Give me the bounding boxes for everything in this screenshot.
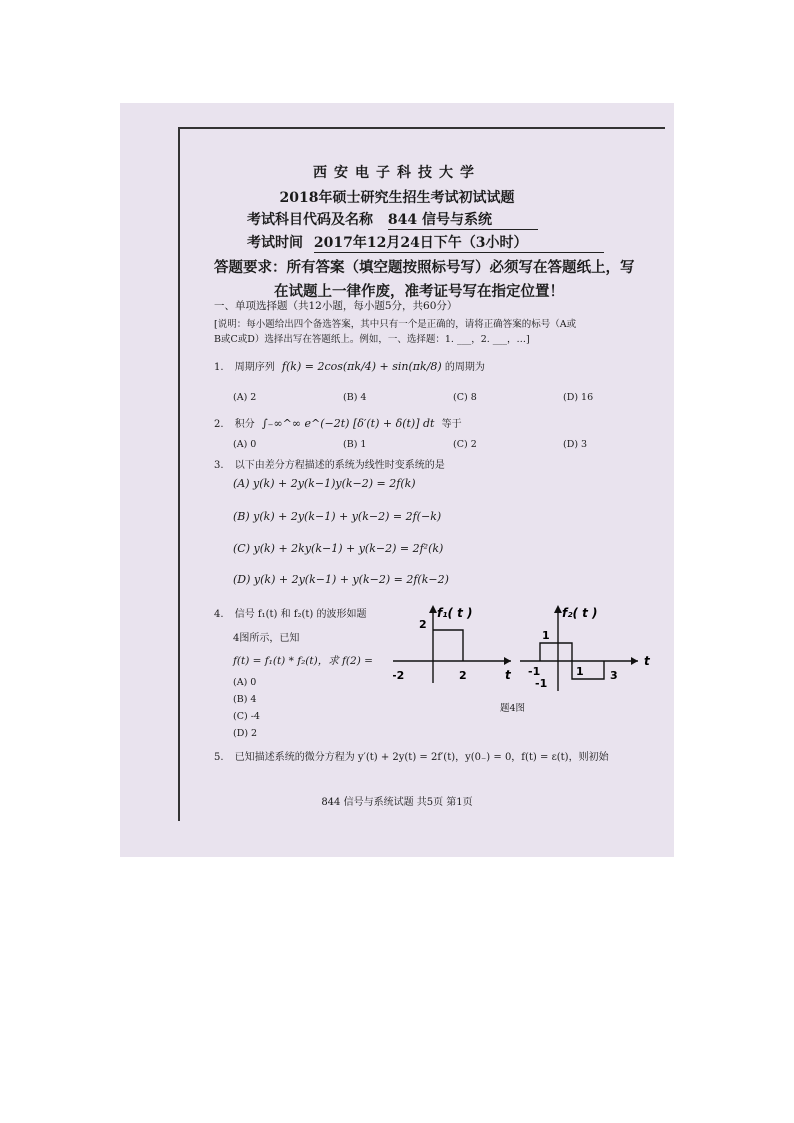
q2-option-d: (D) 3 xyxy=(563,439,588,450)
requirement-line-2: 在试题上一律作废，准考证号写在指定位置！ xyxy=(274,283,564,300)
q1-option-d: (D) 16 xyxy=(563,392,594,403)
page-footer: 844 信号与系统试题 共5页 第1页 xyxy=(321,797,473,808)
subject-line xyxy=(247,209,538,230)
subject-value: 844 信号与系统 xyxy=(388,209,538,230)
q1-option-a: (A) 2 xyxy=(233,392,257,403)
question-stem: 以下由差分方程描述的系统为线性时变系统的是 xyxy=(234,460,445,471)
subject-label: 考试科目代码及名称 xyxy=(247,212,373,228)
q3-option-a: (A) y(k) + 2y(k−1)y(k−2) = 2f(k) xyxy=(233,477,416,490)
section-title: 一、单项选择题（共12小题，每小题5分，共60分） xyxy=(214,300,458,312)
exam-title: 2018年硕士研究生招生考试初试试题 xyxy=(279,190,515,206)
figure-f2 xyxy=(520,603,658,693)
question-formula: ∫₋∞^∞ e^(−2t) [δ′(t) + δ(t)] dt xyxy=(261,417,435,430)
q3-option-c: (C) y(k) + 2ky(k−1) + y(k−2) = 2f²(k) xyxy=(233,542,444,555)
requirement-line-1: 答题要求：所有答案（填空题按照标号写）必须写在答题纸上，写 xyxy=(214,259,635,276)
q2-option-b: (B) 1 xyxy=(343,439,367,450)
question-formula: f(k) = 2cos(πk/4) + sin(πk/8) xyxy=(281,360,442,373)
q2-option-a: (A) 0 xyxy=(233,439,257,450)
question-5 xyxy=(214,748,609,763)
f1-axis-label: t xyxy=(505,668,511,682)
f2-neg-tick: -1 xyxy=(528,665,541,678)
question-number: 1. xyxy=(214,362,224,373)
section-note-2: B或C或D）选择出写在答题纸上。例如，一、选择题：1. ___，2. ___，…] xyxy=(214,334,530,345)
f1-waveform xyxy=(393,603,515,683)
time-label: 考试时间 xyxy=(247,235,303,251)
question-number: 3. xyxy=(214,460,224,471)
f1-amplitude: 2 xyxy=(419,618,427,631)
question-4-stem-2: 4图所示，已知 xyxy=(233,633,300,644)
university-name: 西安电子科技大学 xyxy=(313,165,481,181)
f2-neg-amplitude: -1 xyxy=(535,677,548,690)
question-stem: 信号 f₁(t) 和 f₂(t) 的波形如题 xyxy=(234,609,367,620)
question-3 xyxy=(214,456,445,471)
f1-neg-tick: -2 xyxy=(393,669,405,682)
time-value: 2017年12月24日下午（3小时） xyxy=(314,232,604,253)
question-2 xyxy=(214,415,462,430)
q4-option-b: (B) 4 xyxy=(233,694,257,705)
question-4 xyxy=(214,605,367,620)
section-note-1: [说明：每小题给出四个备选答案，其中只有一个是正确的，请将正确答案的标号（A或 xyxy=(214,319,577,330)
f2-tick-3: 3 xyxy=(610,669,618,682)
question-number: 4. xyxy=(214,609,224,620)
q4-option-a: (A) 0 xyxy=(233,677,257,688)
f2-tick-1: 1 xyxy=(576,665,584,678)
q4-option-c: (C) -4 xyxy=(233,711,260,722)
question-1 xyxy=(214,358,485,373)
f2-axis-label: t xyxy=(644,654,650,668)
question-number: 5. xyxy=(214,752,224,763)
f2-waveform xyxy=(520,603,658,693)
f2-amplitude: 1 xyxy=(542,629,550,642)
q1-option-c: (C) 8 xyxy=(453,392,477,403)
q1-option-b: (B) 4 xyxy=(343,392,367,403)
q2-option-c: (C) 2 xyxy=(453,439,477,450)
f1-pos-tick: 2 xyxy=(459,669,467,682)
question-stem: 积分 xyxy=(234,419,255,430)
q4-option-d: (D) 2 xyxy=(233,728,258,739)
question-stem: 周期序列 xyxy=(234,362,275,373)
f1-label: f₁( t ) xyxy=(437,606,473,620)
f2-label: f₂( t ) xyxy=(562,606,598,620)
time-line xyxy=(247,232,604,253)
q3-option-d: (D) y(k) + 2y(k−1) + y(k−2) = 2f(k−2) xyxy=(233,573,449,586)
question-number: 2. xyxy=(214,419,224,430)
q3-option-b: (B) y(k) + 2y(k−1) + y(k−2) = 2f(−k) xyxy=(233,510,442,523)
figure-caption: 题4图 xyxy=(500,703,526,714)
question-stem: 已知描述系统的微分方程为 y′(t) + 2y(t) = 2f′(t)，y(0₋) = 0，f(t) = ε(t)，则初始 xyxy=(234,752,609,763)
figure-f1 xyxy=(393,603,515,683)
question-suffix: 的周期为 xyxy=(444,362,485,373)
question-4-formula: f(t) = f₁(t) * f₂(t)，求 f(2) = xyxy=(233,655,373,667)
question-suffix: 等于 xyxy=(441,419,462,430)
